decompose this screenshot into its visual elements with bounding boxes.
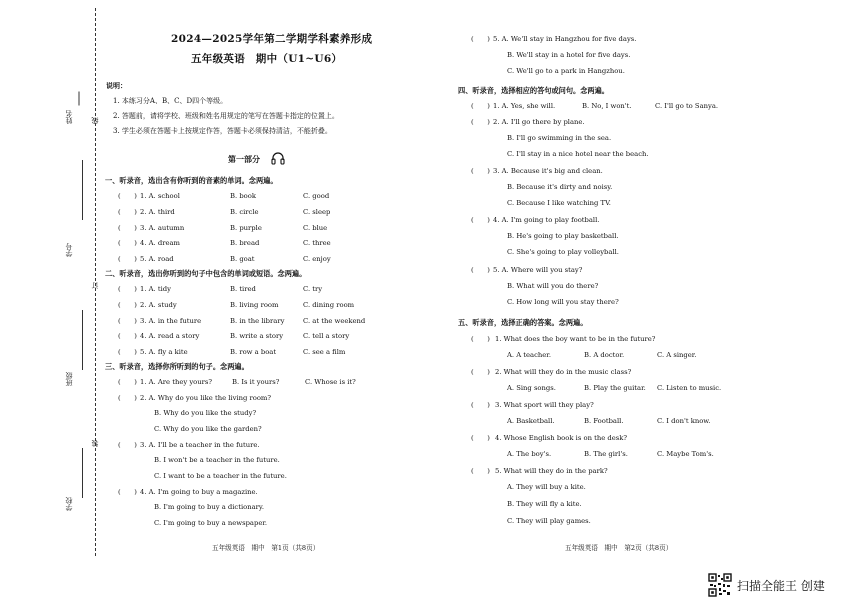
question-text: 3. What sport will they play? [495, 401, 594, 409]
option-b: B. What will you do there? [507, 282, 599, 290]
question-text: 2. What will they do in the music class? [495, 368, 632, 376]
option-b: B. They will fly a kite. [507, 500, 582, 508]
question-text: 4. Whose English book is on the desk? [495, 434, 628, 442]
option-c: C. I want to be a teacher in the future. [154, 472, 287, 480]
option-c: C. at the weekend [303, 317, 366, 325]
margin-marker-bind: 装 [91, 440, 99, 447]
option-a: 4. A. I'm going to play football. [493, 216, 600, 224]
option-c: C. We'll go to a park in Hangzhou. [507, 67, 625, 75]
option-c: C. dining room [303, 301, 355, 309]
scanner-watermark: 扫描全能王 创建 [737, 579, 825, 593]
school-label: 学校 [65, 497, 73, 511]
page-subtitle: 五年级英语 期中（U1~U6） [191, 53, 343, 65]
option-b: B. write a story [230, 332, 284, 340]
name-underline [79, 92, 80, 106]
answer-paren[interactable]: ( ) [118, 224, 137, 232]
question-text: 1. What does the boy want to be in the future? [495, 335, 656, 343]
option-a: 1. A. Yes, she will. [493, 102, 556, 110]
option-c: C. I'll stay in a nice hotel near the beach. [507, 150, 649, 158]
class-underline [82, 310, 83, 370]
option-b: B. I'll go swimming in the sea. [507, 134, 612, 142]
answer-paren[interactable]: ( ) [118, 488, 137, 496]
option-c: C. They will play games. [507, 517, 591, 525]
answer-paren[interactable]: ( ) [118, 285, 137, 293]
option-b: B. goat [230, 255, 255, 263]
answer-paren[interactable]: ( ) [471, 102, 490, 110]
option-a: 3. A. autumn [140, 224, 185, 232]
answer-paren[interactable]: ( ) [118, 394, 137, 402]
option-b: B. We'll stay in a hotel for five days. [507, 51, 631, 59]
option-c: C. How long will you stay there? [507, 298, 619, 306]
page-title: 2024—2025学年第二学期学科素养形成 [171, 33, 373, 45]
answer-paren[interactable]: ( ) [118, 239, 137, 247]
option-a: 2. A. third [140, 208, 175, 216]
answer-paren[interactable]: ( ) [118, 208, 137, 216]
option-c: C. see a film [303, 348, 346, 356]
answer-paren[interactable]: ( ) [471, 335, 490, 343]
option-a: A. They will buy a kite. [507, 483, 586, 491]
part1-title: 第一部分 [228, 154, 260, 164]
option-a: 3. A. in the future [140, 317, 202, 325]
section1-heading: 一、听录音，选出含有你听到的音素的单词。念两遍。 [105, 176, 278, 185]
answer-paren[interactable]: ( ) [471, 368, 490, 376]
option-a: 4. A. I'm going to buy a magazine. [140, 488, 258, 496]
school-underline [82, 448, 83, 498]
option-c: C. blue [303, 224, 328, 232]
option-a: A. Sing songs. [507, 384, 556, 392]
answer-paren[interactable]: ( ) [118, 378, 137, 386]
option-c: C. She's going to play volleyball. [507, 248, 619, 256]
option-b: B. I'm going to buy a dictionary. [154, 503, 265, 511]
option-b: B. Why do you like the study? [154, 409, 257, 417]
option-c: C. Why do you like the garden? [154, 425, 262, 433]
option-c: C. A singer. [657, 351, 697, 359]
option-b: B. purple [230, 224, 262, 232]
answer-paren[interactable]: ( ) [471, 216, 490, 224]
option-b: B. Is it yours? [232, 378, 280, 386]
answer-paren[interactable]: ( ) [471, 467, 490, 475]
option-b: B. in the library [230, 317, 285, 325]
option-b: B. He's going to play basketball. [507, 232, 619, 240]
option-a: A. The boy's. [507, 450, 552, 458]
option-b: B. circle [230, 208, 259, 216]
option-a: 1. A. Are they yours? [140, 378, 213, 386]
option-a: 3. A. Because it's big and clean. [493, 167, 603, 175]
option-b: B. bread [230, 239, 260, 247]
option-b: B. A doctor. [584, 351, 625, 359]
option-c: C. Because I like watching TV. [507, 199, 611, 207]
class-label: 班级 [65, 372, 73, 386]
option-b: B. The girl's. [584, 450, 628, 458]
answer-paren[interactable]: ( ) [118, 192, 137, 200]
answer-paren[interactable]: ( ) [471, 35, 490, 43]
option-c: C. good [303, 192, 330, 200]
section3-heading: 三、听录音，选择你所听到的句子。念两遍。 [105, 362, 249, 371]
option-a: 1. A. school [140, 192, 180, 200]
option-c: C. Listen to music. [657, 384, 722, 392]
answer-paren[interactable]: ( ) [118, 441, 137, 449]
option-a: 1. A. tidy [140, 285, 171, 293]
option-c: C. I'm going to buy a newspaper. [154, 519, 268, 527]
question-text: 5. What will they do in the park? [495, 467, 608, 475]
option-c: C. sleep [303, 208, 331, 216]
answer-paren[interactable]: ( ) [471, 401, 490, 409]
option-c: C. Whose is it? [305, 378, 356, 386]
option-b: B. I won't be a teacher in the future. [154, 456, 280, 464]
answer-paren[interactable]: ( ) [118, 301, 137, 309]
answer-paren[interactable]: ( ) [471, 266, 490, 274]
qr-code-icon [708, 573, 732, 597]
option-c: C. I don't know. [657, 417, 711, 425]
number-underline [82, 160, 83, 220]
headphones-icon [270, 150, 286, 166]
option-a: A. Basketball. [507, 417, 555, 425]
option-a: A. A teacher. [507, 351, 551, 359]
option-a: 4. A. read a story [140, 332, 200, 340]
option-a: 5. A. road [140, 255, 174, 263]
option-b: B. tired [230, 285, 256, 293]
option-a: 2. A. Why do you like the living room? [140, 394, 272, 402]
option-b: B. Play the guitar. [584, 384, 646, 392]
answer-paren[interactable]: ( ) [118, 317, 137, 325]
answer-paren[interactable]: ( ) [471, 434, 490, 442]
notes-item: 2. 答题前，请将学校、班级和姓名用规定的笔写在答题卡指定的位置上。 [113, 112, 339, 120]
number-label: 学号 [65, 243, 73, 257]
answer-paren[interactable]: ( ) [118, 255, 137, 263]
option-b: B. row a boat [230, 348, 277, 356]
option-a: 2. A. I'll go there by plane. [493, 118, 585, 126]
option-b: B. book [230, 192, 256, 200]
section4-heading: 四、听录音，选择相应的答句或问句。念两遍。 [458, 86, 609, 95]
answer-paren[interactable]: ( ) [471, 167, 490, 175]
footer-left: 五年级英语 期中 第1页（共8页） [212, 544, 320, 552]
option-a: 4. A. dream [140, 239, 180, 247]
name-label: 姓名 [65, 110, 73, 124]
answer-paren[interactable]: ( ) [118, 332, 137, 340]
option-a: 5. A. Where will you stay? [493, 266, 583, 274]
footer-right: 五年级英语 期中 第2页（共8页） [565, 544, 673, 552]
option-b: B. living room [230, 301, 279, 309]
notes-item: 1. 本练习分A、B、C、D四个等级。 [113, 97, 228, 105]
option-c: C. Maybe Tom's. [657, 450, 714, 458]
section5-heading: 五、听录音，选择正确的答案。念两遍。 [458, 318, 588, 327]
section2-heading: 二、听录音，选出你听到的句子中包含的单词或短语。念两遍。 [105, 269, 307, 278]
option-b: B. Football. [584, 417, 624, 425]
option-b: B. No, I won't. [582, 102, 632, 110]
option-a: 2. A. study [140, 301, 177, 309]
option-c: C. I'll go to Sanya. [655, 102, 719, 110]
answer-paren[interactable]: ( ) [471, 118, 490, 126]
option-a: 3. A. I'll be a teacher in the future. [140, 441, 260, 449]
option-c: C. enjoy [303, 255, 331, 263]
option-a: 5. A. fly a kite [140, 348, 188, 356]
option-c: C. three [303, 239, 331, 247]
answer-paren[interactable]: ( ) [118, 348, 137, 356]
notes-item: 3. 学生必须在答题卡上按规定作答，答题卡必须保持清洁，不能折叠。 [113, 127, 332, 135]
margin-marker-order: 订 [91, 282, 99, 289]
option-c: C. try [303, 285, 323, 293]
option-a: 5. A. We'll stay in Hangzhou for five days. [493, 35, 637, 43]
notes-heading: 说明： [106, 81, 127, 90]
option-b: B. Because it's dirty and noisy. [507, 183, 613, 191]
margin-marker-line: 线 [91, 117, 99, 124]
option-c: C. tell a story [303, 332, 350, 340]
